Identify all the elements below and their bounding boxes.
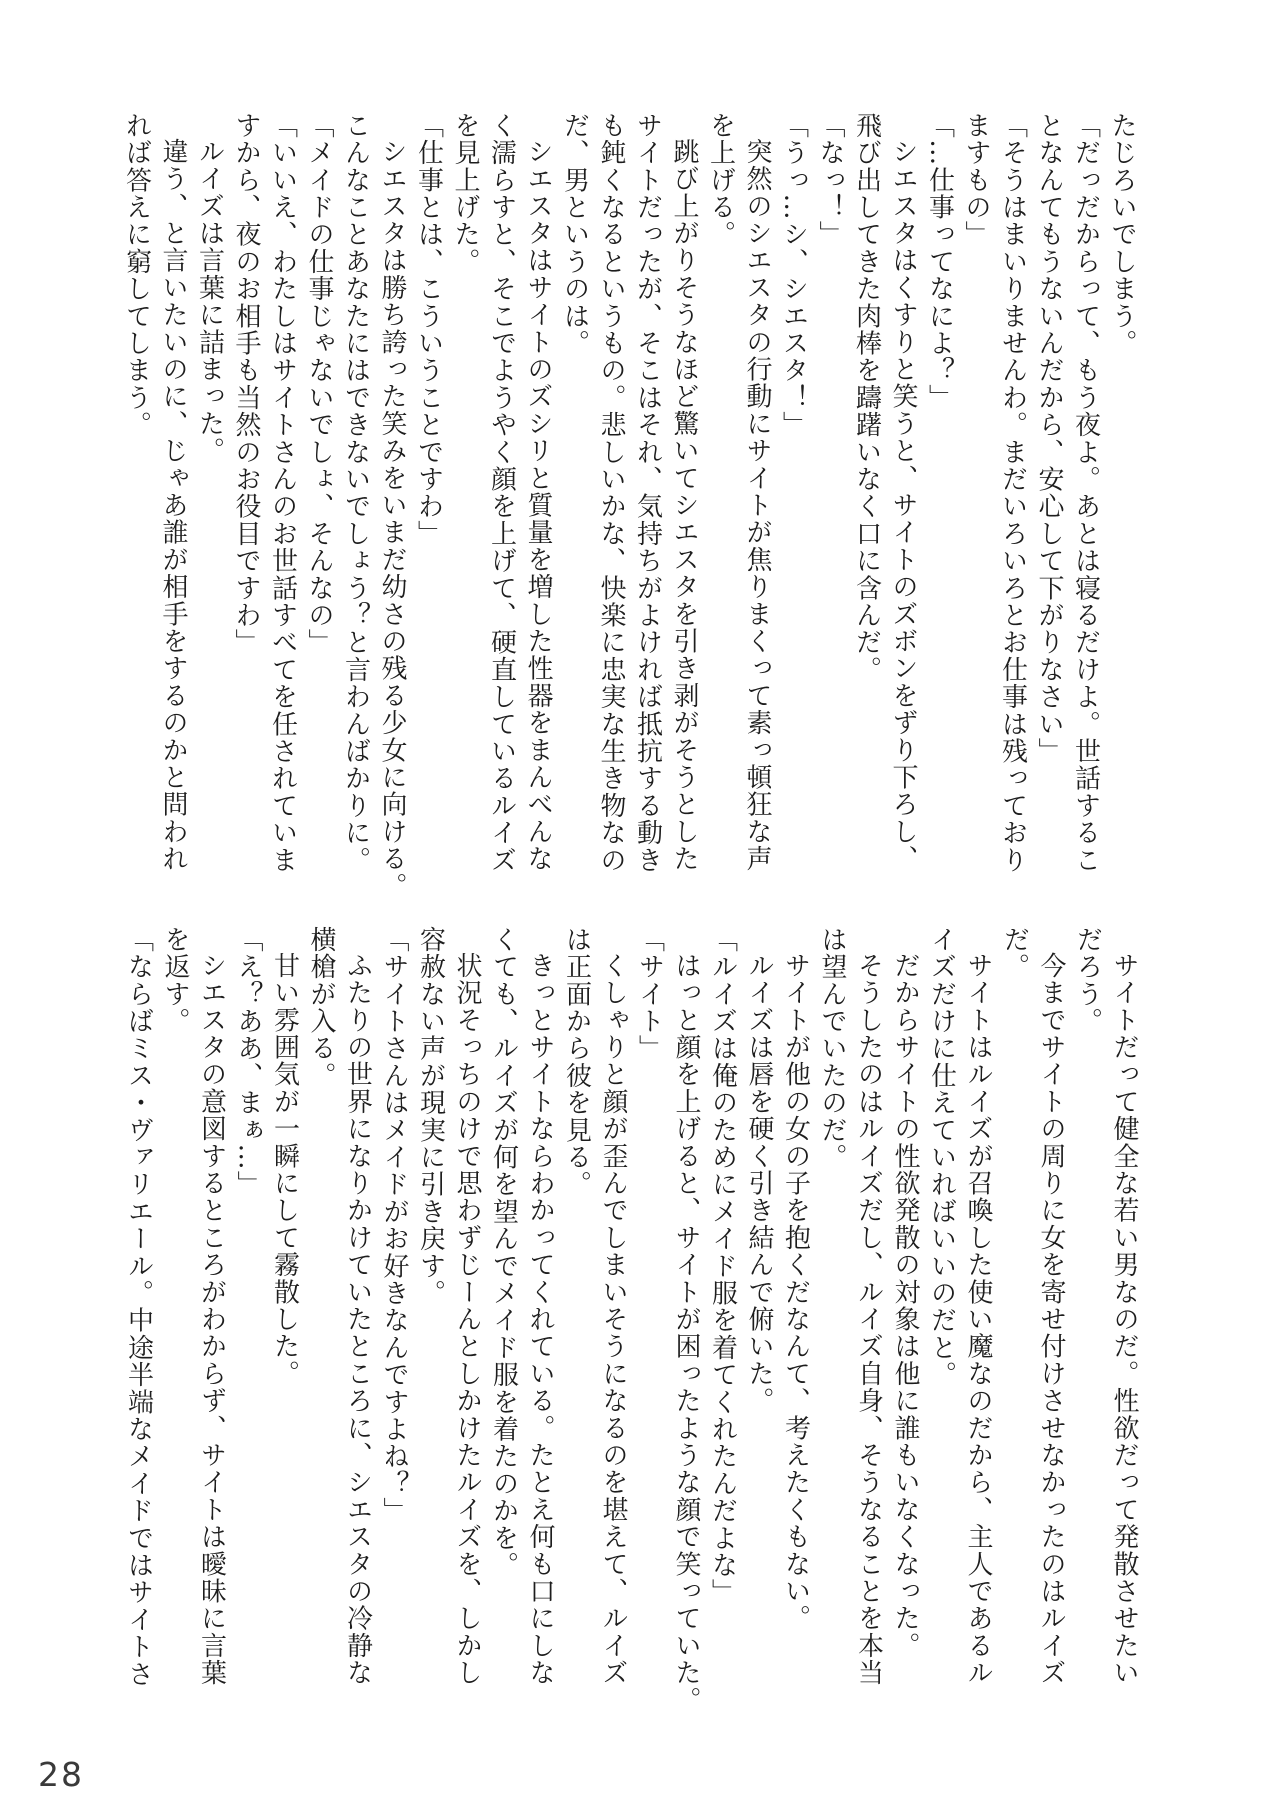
text-column: たじろいでしまう。 bbox=[1107, 112, 1137, 357]
text-column: 突然のシエスタの行動にサイトが焦りまくって素っ頓狂な声 bbox=[742, 138, 772, 873]
text-column: を見上げた。 bbox=[450, 112, 480, 276]
text-column: ルイズは唇を硬く引き結んで俯いた。 bbox=[744, 952, 774, 1415]
text-column: となんてもうないんだから、安心して下がりなさい」 bbox=[1034, 112, 1064, 765]
text-column: サイトだって健全な若い男なのだ。性欲だって発散させたい bbox=[1109, 952, 1139, 1687]
text-column: こんなことあなたにはできないでしょう？と言わんばかりに。 bbox=[340, 112, 371, 874]
page-number: 28 bbox=[38, 1755, 84, 1794]
text-column: シエスタは勝ち誇った笑みをいまだ幼さの残る少女に向ける。 bbox=[377, 138, 407, 900]
text-column: くしゃりと顔が歪んでしまいそうになるのを堪えて、ルイズ bbox=[598, 952, 628, 1687]
text-column: ルイズは言葉に詰まった。 bbox=[194, 138, 225, 465]
text-column: 「うっ…シ、シエスタ！」 bbox=[778, 112, 809, 439]
text-column: イズだけに仕えていればいいのだと。 bbox=[926, 926, 957, 1389]
text-column: シエスタはくすりと笑うと、サイトのズボンをずり下ろし、 bbox=[888, 138, 918, 873]
text-column: 「サイトさんはメイドがお好きなんですよね？」 bbox=[379, 926, 409, 1525]
text-column: 容赦ない声が現実に引き戻す。 bbox=[415, 926, 446, 1307]
text-column: も鈍くなるというもの。悲しいかな、快楽に忠実な生き物なの bbox=[596, 112, 626, 874]
text-column: だ、男というのは。 bbox=[559, 112, 590, 357]
text-column: サイトだったが、そこはそれ、気持ちがよければ抵抗する動き bbox=[632, 112, 663, 874]
text-column: だ。 bbox=[999, 926, 1030, 981]
text-column: 「…仕事ってなによ？」 bbox=[924, 112, 955, 412]
text-column: 「仕事とは、こういうことですわ」 bbox=[413, 112, 444, 548]
text-column: 「いいえ、わたしはサイトさんのお世話すべてを任されていま bbox=[267, 112, 298, 874]
text-column: 甘い雰囲気が一瞬にして霧散した。 bbox=[269, 952, 300, 1388]
text-column: だろう。 bbox=[1072, 926, 1103, 1035]
text-column: サイトが他の女の子を抱くだなんて、考えたくもない。 bbox=[780, 952, 811, 1632]
text-column: は望んでいたのだ。 bbox=[817, 926, 847, 1171]
text-column: ますもの」 bbox=[961, 112, 991, 248]
text-column: シエスタの意図するところがわからず、サイトは曖昧に言葉 bbox=[196, 952, 227, 1687]
text-column: は正面から彼を見る。 bbox=[561, 926, 592, 1198]
text-column: 今までサイトの周りに女を寄せ付けさせなかったのはルイズ bbox=[1036, 952, 1066, 1687]
text-column: すから、夜のお相手も当然のお役目ですわ」 bbox=[231, 112, 261, 656]
text-column: 「メイドの仕事じゃないでしょ、そんなの」 bbox=[304, 112, 334, 656]
text-column: く濡らすと、そこでようやく顔を上げて、硬直しているルイズ bbox=[486, 112, 517, 874]
text-column: サイトはルイズが召喚した使い魔なのだから、主人であるル bbox=[963, 952, 993, 1687]
text-column: きっとサイトならわかってくれている。たとえ何も口にしな bbox=[525, 952, 555, 1687]
text-column: 違う、と言いたいのに、じゃあ誰が相手をするのかと問われ bbox=[158, 138, 188, 873]
text-column: れば答えに窮してしまう。 bbox=[121, 112, 152, 439]
text-column: はっと顔を上げると、サイトが困ったような顔で笑っていた。 bbox=[671, 952, 701, 1714]
text-column: 「なっ！」 bbox=[815, 112, 845, 248]
text-column: 状況そっちのけで思わずじーんとしかけたルイズを、しかし bbox=[452, 952, 482, 1687]
text-column: 横槍が入る。 bbox=[306, 926, 336, 1090]
text-column: だからサイトの性欲発散の対象は他に誰もいなくなった。 bbox=[890, 952, 920, 1660]
text-block-bottom bbox=[120, 926, 1142, 1714]
text-column: 「え？ああ、まぁ…」 bbox=[233, 926, 263, 1198]
text-column: 「だっだからって、もう夜よ。あとは寝るだけよ。世話するこ bbox=[1070, 112, 1101, 874]
text-column: ふたりの世界になりかけていたところに、シエスタの冷静な bbox=[342, 952, 373, 1687]
text-column: そうしたのはルイズだし、ルイズ自身、そうなることを本当 bbox=[853, 952, 884, 1687]
text-column: 飛び出してきた肉棒を躊躇いなく口に含んだ。 bbox=[851, 112, 882, 684]
text-block-top bbox=[118, 112, 1140, 900]
text-column: を返す。 bbox=[160, 926, 190, 1035]
text-column: 「ルイズは俺のためにメイド服を着てくれたんだよな」 bbox=[707, 926, 738, 1606]
text-column: 「サイト」 bbox=[634, 926, 665, 1062]
text-column: 「そうはまいりませんわ。まだいろいろとお仕事は残っており bbox=[997, 112, 1028, 874]
text-column: 「ならばミス・ヴァリエール。中途半端なメイドではサイトさ bbox=[123, 926, 154, 1688]
text-column: くても、ルイズが何を望んでメイド服を着たのかを。 bbox=[488, 926, 519, 1579]
text-column: シエスタはサイトのズシリと質量を増した性器をまんべんな bbox=[523, 138, 553, 873]
text-column: を上げる。 bbox=[705, 112, 736, 248]
text-column: 跳び上がりそうなほど驚いてシエスタを引き剥がそうとした bbox=[669, 138, 699, 873]
